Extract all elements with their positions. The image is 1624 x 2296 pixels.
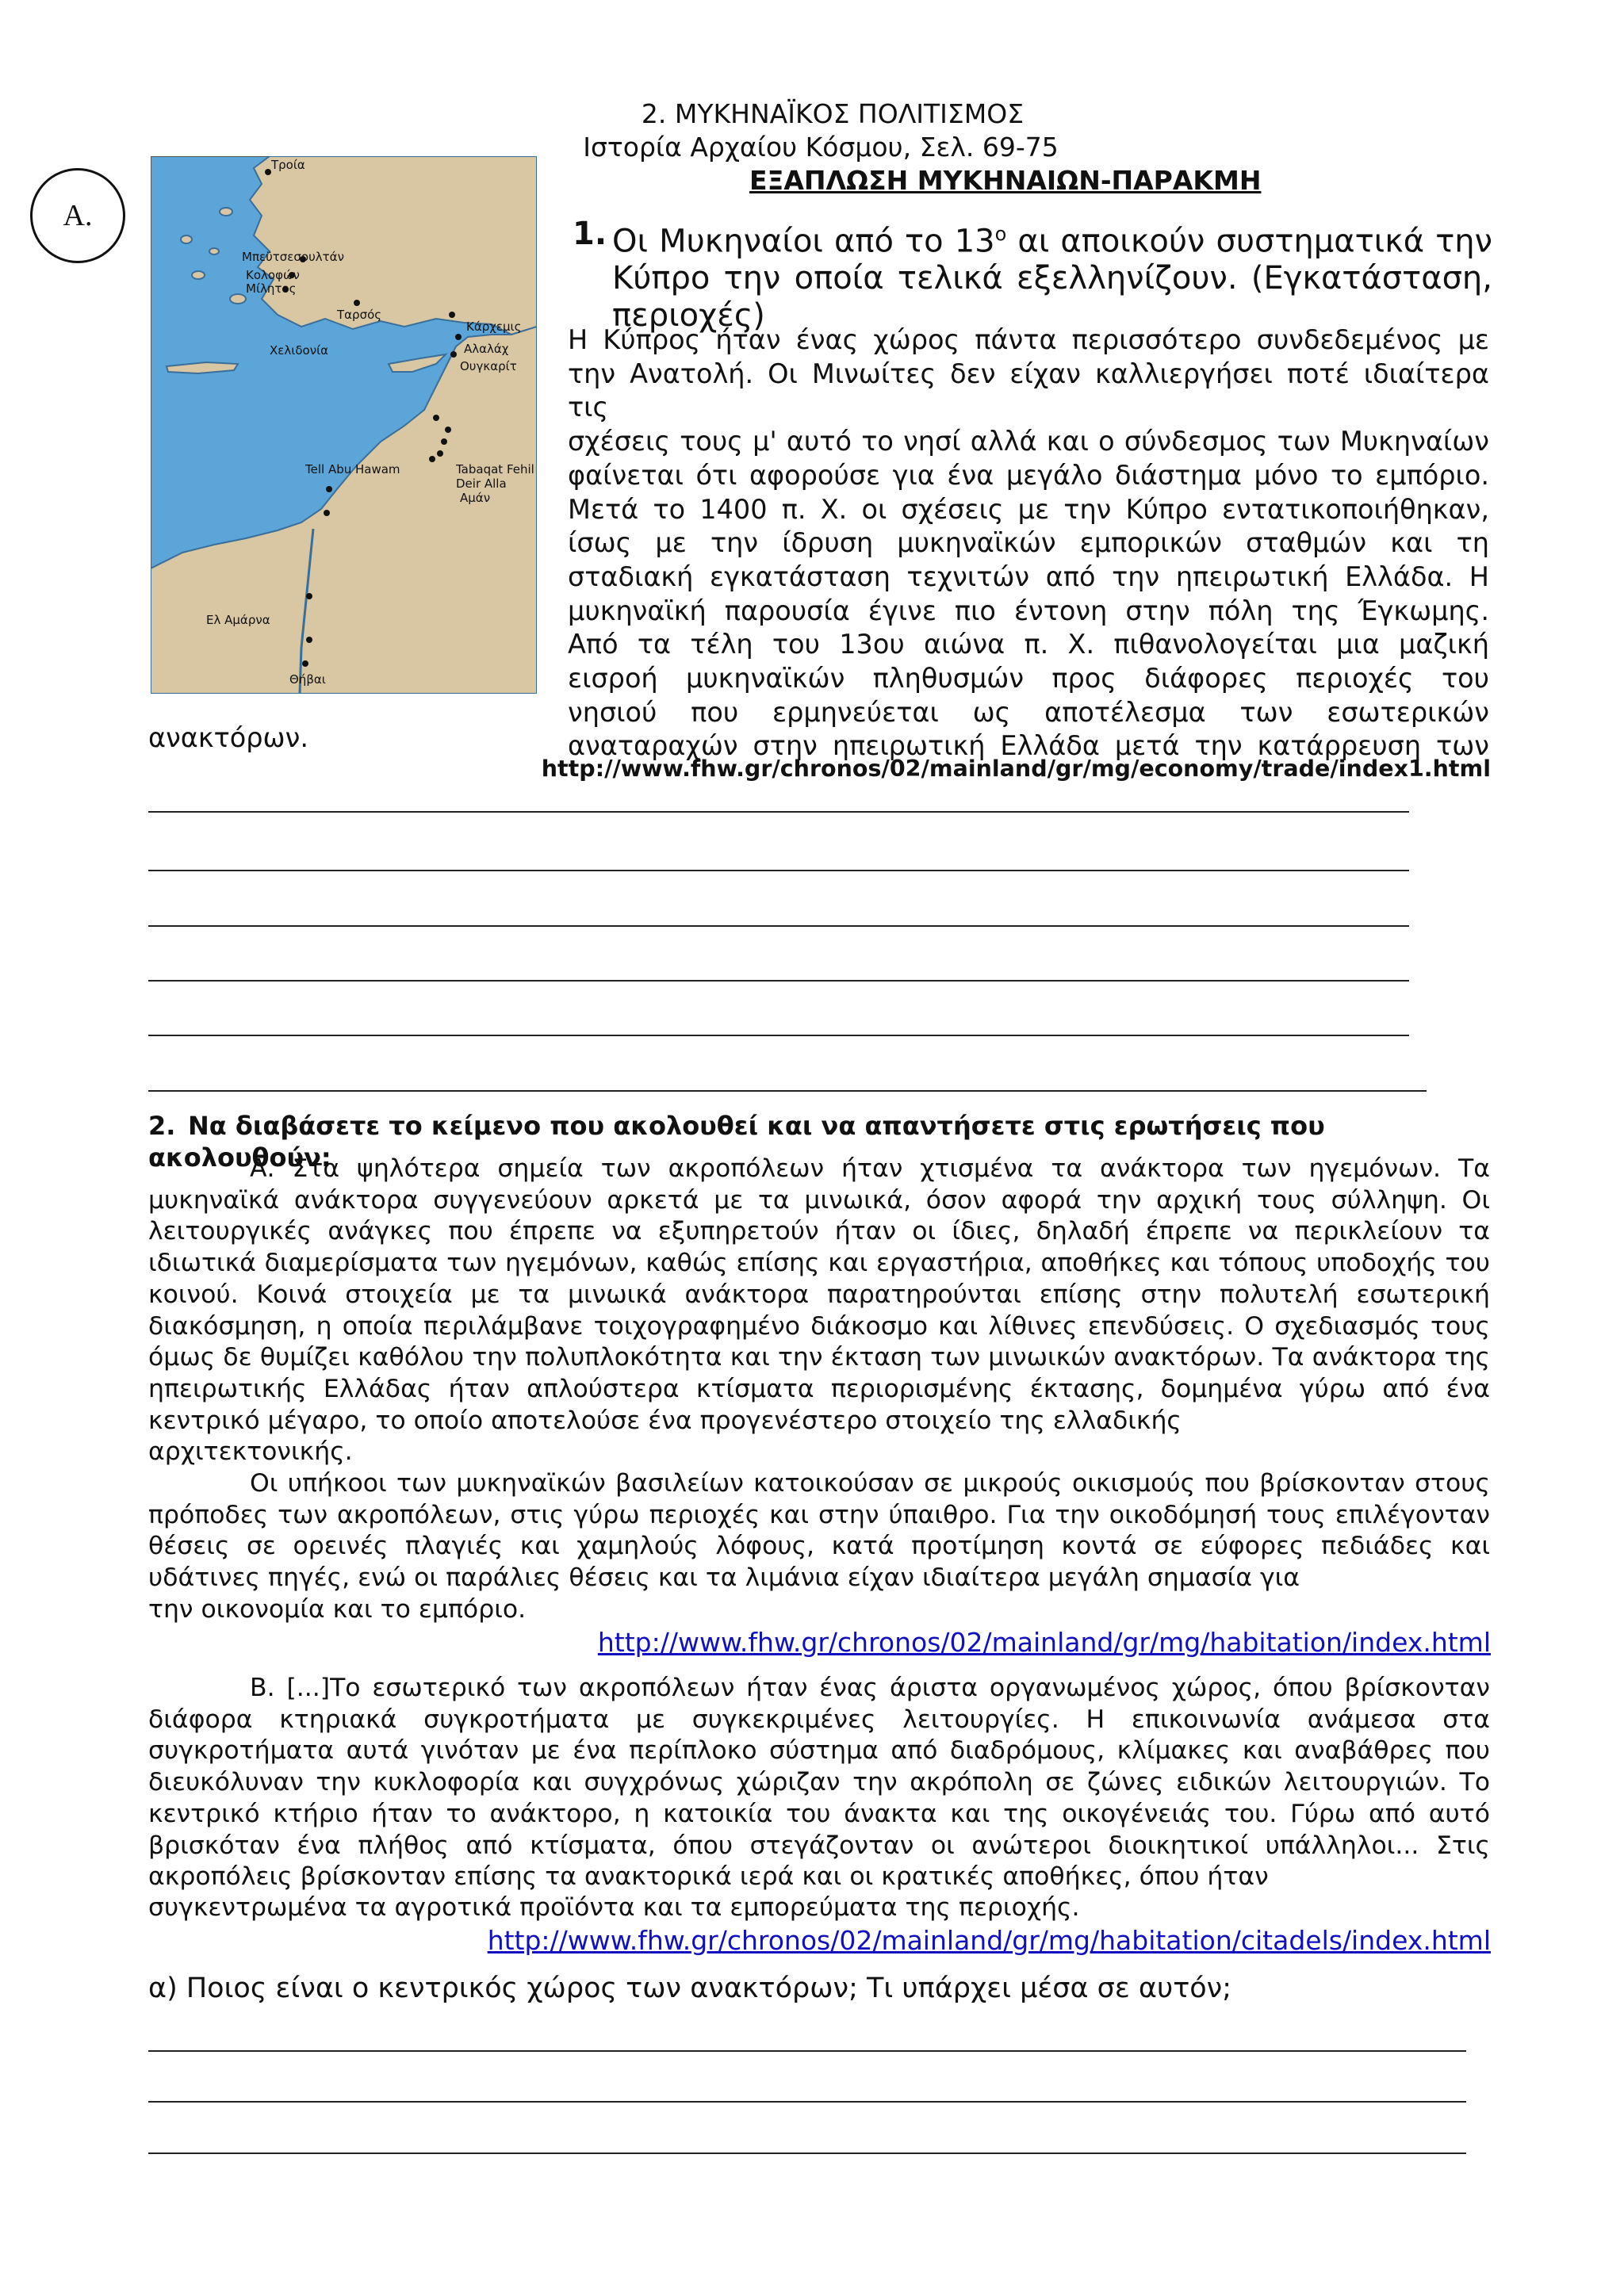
answer-line[interactable] (148, 870, 1409, 871)
section-marker-label: A. (63, 199, 93, 232)
text-a-paragraph-2: Οι υπήκοοι των μυκηναϊκών βασιλείων κατοικούσαν σε μικρούς οικισμούς που βρίσκονταν στους πρόποδες των ακροπόλεων, στις γύρω περιοχές και στην ύπαιθρο. Για την οικοδόμησή τους επιλέγονταν θέσεις σε ορεινές πλαγιές και χαμηλούς λόφους, κατά προτίμηση κοντά σε εύφορες πεδιάδες και υδάτινες πηγές, ενώ οι παράλιες θέσεις και τα λιμάνια είχαν ιδιαίτερα μεγάλη σημασία για (148, 1469, 1490, 1593)
map-label: Κάρχεμις (466, 320, 522, 334)
question-number: 2. (148, 1111, 176, 1141)
answer-line[interactable] (148, 2152, 1466, 2154)
text-a-paragraph-1: Α. Στα ψηλότερα σημεία των ακροπόλεων ήταν χτισμένα τα ανάκτορα των ηγεμόνων. Τα μυκηναϊκά ανάκτορα συγγενεύουν αρκετά με τα μινωικά, όσον αφορά την αρχική τους σύλληψη. Οι λειτουργικές ανάγκες που έπρεπε να εξυπηρετούν ήταν οι ίδιες, δηλαδή έπρεπε να περικλείουν τα ιδιωτικά διαμερίσματα των ηγεμόνων, καθώς επίσης και εργαστήρια, αποθήκες και τόπους υποδοχής του κοινού. Κοινά στοιχεία με τα μινωικά ανάκτορα παρατηρούνται επίσης στην πολυτελή εσωτερική διακόσμηση, η οποία περιλάμβανε τοιχογραφημένο διάκοσμο και λίθινες επενδύσεις. Ο σχεδιασμός τους όμως δε θυμίζει καθόλου την πολυπλοκότητα και την έκταση των μινωικών ανακτόρων. Τα ανάκτορα της ηπειρωτικής Ελλάδας ήταν απλούστερα κτίσματα περιορισμένης έκτασης, δομημένα γύρω από ένα κεντρικό μέγαρο, το οποίο αποτελούσε ένα προγενέστερο στοιχείο της ελλαδικής (148, 1154, 1490, 1435)
section-title: ΕΞΑΠΛΩΣΗ ΜΥΚΗΝΑΙΩΝ-ΠΑΡΑΚΜΗ (749, 165, 1262, 196)
question-a: α) Ποιος είναι ο κεντρικός χώρος των ανακτόρων; Τι υπάρχει μέσα σε αυτόν; (148, 1973, 1232, 2004)
section-marker-circle (30, 168, 125, 263)
answer-line[interactable] (148, 2101, 1466, 2103)
map-label: Ταρσός (337, 308, 382, 322)
map-label: Tabaqat Fehil (456, 462, 534, 476)
source-link-trade[interactable]: http://www.fhw.gr/chronos/02/mainland/gr/mg/economy/trade/index1.html (541, 756, 1491, 782)
text-a-paragraph-2-end: την οικονομία και το εμπόριο. (148, 1595, 527, 1624)
map-label: Μίλητος (246, 281, 297, 296)
answer-line[interactable] (148, 2050, 1466, 2052)
chapter-title: 2. ΜΥΚΗΝΑΪΚΟΣ ΠΟΛΙΤΙΣΜΟΣ (641, 98, 1025, 129)
answer-line[interactable] (148, 1090, 1427, 1092)
question-2-instruction: 2. Να διαβάσετε το κείμενο που ακολουθεί και να απαντήσετε στις ερωτήσεις που ακολουθούν: (148, 1111, 1325, 1173)
book-reference: Ιστορία Αρχαίου Κόσμου, Σελ. 69-75 (583, 132, 1059, 163)
source-link-citadels[interactable]: http://www.fhw.gr/chronos/02/mainland/gr/mg/habitation/citadels/index.html (487, 1925, 1491, 1956)
map-eastern-mediterranean (151, 156, 537, 694)
map-label: Ουγκαρίτ (460, 359, 517, 373)
question-number: 1. (573, 216, 607, 252)
text-b-paragraph-end: συγκεντρωμένα τα αγροτικά προϊόντα και τα εμπορεύματα της περιοχής. (148, 1893, 1080, 1922)
answer-line[interactable] (148, 925, 1409, 927)
text-a-paragraph-1-end: αρχιτεκτονικής. (148, 1437, 353, 1466)
answer-line[interactable] (148, 980, 1409, 982)
map-label: Αμάν (460, 491, 491, 505)
map-label: Αλαλάχ (464, 342, 509, 356)
cyprus-paragraph-end: ανακτόρων. (148, 722, 308, 753)
answer-line[interactable] (148, 811, 1409, 813)
map-label: Μπεϋτσεσουλτάν (242, 250, 344, 264)
question-1-text: Οι Μυκηναίοι από το $13^o$ αι αποικούν συστηματικά την Κύπρο την οποία τελικά εξελληνίζουν. (Εγκατάσταση, περιοχές) (612, 223, 1492, 335)
map-label: Ελ Αμάρνα (206, 613, 270, 627)
map-label: Τροία (271, 158, 305, 172)
map-label: Χελιδονία (270, 343, 329, 358)
text-b-paragraph: Β. [...]Το εσωτερικό των ακροπόλεων ήταν ένας άριστα οργανωμένος χώρος, όπου βρίσκονταν διάφορα κτηριακά συγκροτήματα με συγκεκριμένες λειτουργίες. Η επικοινωνία ανάμεσα στα συγκροτήματα αυτά γινόταν με ένα περίπλοκο σύστημα από διαδρόμους, κλίμακες και αναβάθρες που διευκόλυναν την κυκλοφορία και συγχρόνως χώριζαν την ακρόπολη σε ζώνες ειδικών λειτουργιών. Το κεντρικό κτήριο ήταν το ανάκτορο, η κατοικία του άνακτα και της οικογένειάς του. Γύρω από αυτό βρισκόταν ένα πλήθος από κτίσματα, όπου στεγάζονταν οι ανώτεροι διοικητικοί υπάλληλοι... Στις ακροπόλεις βρίσκονταν επίσης τα ανακτορικά ιερά και οι κρατικές αποθήκες, όπου ήταν (148, 1674, 1490, 1892)
map-label: Deir Alla (456, 476, 507, 491)
map-label: Tell Abu Hawam (305, 462, 400, 476)
map-label: Θήβαι (289, 672, 326, 687)
source-link-habitation[interactable]: http://www.fhw.gr/chronos/02/mainland/gr/mg/habitation/index.html (597, 1627, 1491, 1658)
cyprus-paragraph: Η Κύπρος ήταν ένας χώρος πάντα περισσότερο συνδεδεμένος με την Ανατολή. Οι Μινωίτες δεν είχαν καλλιεργήσει ποτέ ιδιαίτερα τις σχέσεις τους μ' αυτό το νησί αλλά και ο σύνδεσμος των Μυκηναίων φαίνεται ότι αφορούσε για ένα μεγάλο διάστημα μόνο το εμπόριο. Μετά το 1400 π. Χ. οι σχέσεις με την Κύπρο εντατικοποιήθηκαν, ίσως με την ίδρυση μυκηναϊκών εμπορικών σταθμών και τη σταδιακή εγκατάσταση τεχνιτών από την ηπειρωτική Ελλάδα. Η μυκηναϊκή παρουσία έγινε πιο έντονη στην πόλη της Έγκωμης. Από τα τέλη του 13ου αιώνα π. Χ. πιθανολογείται μια μαζική εισροή μυκηναϊκών πληθυσμών προς διάφορες περιοχές του νησιού που ερμηνεύεται ως αποτέλεσμα των εσωτερικών αναταραχών στην ηπειρωτική Ελλάδα μετά την κατάρρευση των (568, 324, 1489, 762)
question-1 (573, 216, 1492, 335)
map-label: Κολοφών (246, 268, 300, 282)
answer-line[interactable] (148, 1035, 1409, 1036)
